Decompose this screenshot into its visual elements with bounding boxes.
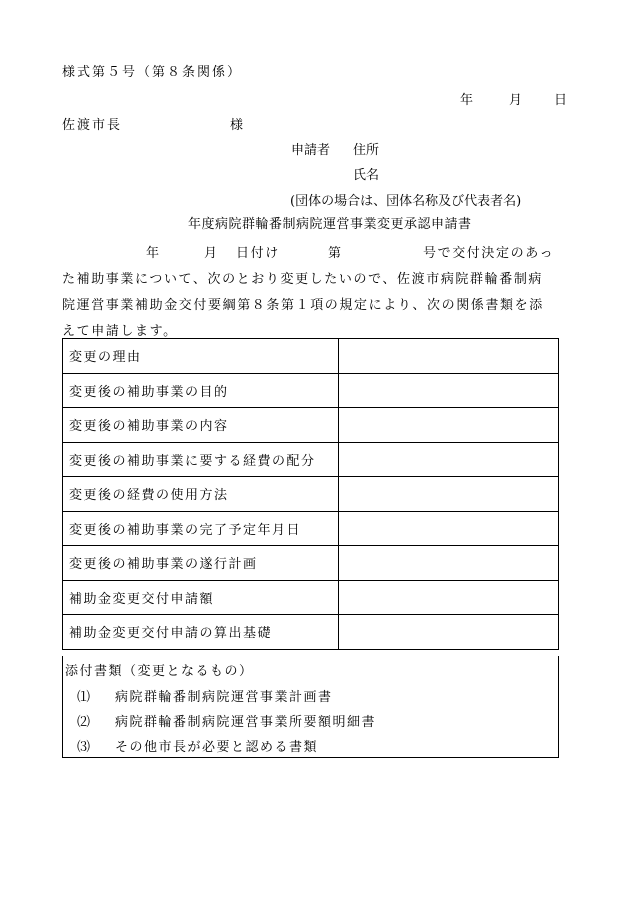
body-paragraph	[62, 241, 562, 345]
body-line-4: えて申請します。	[62, 324, 178, 339]
row-value-field[interactable]	[339, 477, 559, 512]
attachments-title: 添付書類（変更となるもの）	[65, 664, 254, 679]
row-label: 変更後の補助事業の遂行計画	[63, 546, 339, 581]
attachment-number: ⑶	[77, 740, 92, 755]
date-month-label: 月	[509, 93, 523, 108]
addressee: 佐渡市長	[62, 118, 123, 133]
row-value-field[interactable]	[339, 580, 559, 615]
attachment-text: 病院群輪番制病院運営事業所要額明細書	[115, 715, 377, 730]
row-value-field[interactable]	[339, 546, 559, 581]
row-label: 変更後の補助事業の目的	[63, 373, 339, 408]
body-year: 年	[146, 246, 161, 261]
row-value-field[interactable]	[339, 442, 559, 477]
row-label: 補助金変更交付申請の算出基礎	[63, 615, 339, 650]
body-day-suffix: 日付け	[236, 246, 280, 261]
address-label: 住所	[353, 143, 380, 158]
attachment-number: ⑵	[77, 715, 92, 730]
document-title: 年度病院群輪番制病院運営事業変更承認申請書	[188, 217, 472, 232]
change-items-table	[62, 338, 559, 650]
row-value-field[interactable]	[339, 339, 559, 374]
form-number: 様式第５号（第８条関係）	[62, 65, 243, 80]
table-row	[63, 511, 559, 546]
row-value-field[interactable]	[339, 615, 559, 650]
table-row	[63, 615, 559, 650]
table-row	[63, 546, 559, 581]
row-value-field[interactable]	[339, 511, 559, 546]
attachment-text: その他市長が必要と認める書類	[115, 740, 319, 755]
body-line-2: た補助事業について、次のとおり変更したいので、佐渡市病院群輪番制病	[62, 272, 544, 287]
row-label: 変更後の補助事業の内容	[63, 408, 339, 443]
attachment-number: ⑴	[77, 690, 92, 705]
row-label: 変更後の経費の使用方法	[63, 477, 339, 512]
attachment-item	[77, 711, 376, 730]
row-label: 変更後の補助事業に要する経費の配分	[63, 442, 339, 477]
table-row	[63, 580, 559, 615]
table-row	[63, 442, 559, 477]
body-continuation: 号で交付決定のあっ	[423, 246, 555, 261]
attachment-item	[77, 686, 333, 705]
body-line-3: 院運営事業補助金交付要綱第８条第１項の規定により、次の関係書類を添	[62, 298, 544, 313]
table-row	[63, 477, 559, 512]
date-year-label: 年	[460, 93, 474, 108]
table-row	[63, 339, 559, 374]
organization-note: (団体の場合は、団体名称及び代表者名)	[290, 194, 522, 209]
table-row	[63, 408, 559, 443]
attachment-item	[77, 736, 318, 755]
table-row	[63, 373, 559, 408]
row-value-field[interactable]	[339, 408, 559, 443]
honorific: 様	[230, 118, 244, 133]
name-label: 氏名	[353, 168, 380, 183]
body-month: 月	[204, 246, 219, 261]
attachments-box	[62, 656, 559, 758]
applicant-label: 申請者	[291, 143, 331, 158]
row-value-field[interactable]	[339, 373, 559, 408]
row-label: 変更後の補助事業の完了予定年月日	[63, 511, 339, 546]
body-number-prefix: 第	[328, 246, 343, 261]
date-day-label: 日	[554, 93, 568, 108]
row-label: 変更の理由	[63, 339, 339, 374]
row-label: 補助金変更交付申請額	[63, 580, 339, 615]
attachment-text: 病院群輪番制病院運営事業計画書	[115, 690, 333, 705]
